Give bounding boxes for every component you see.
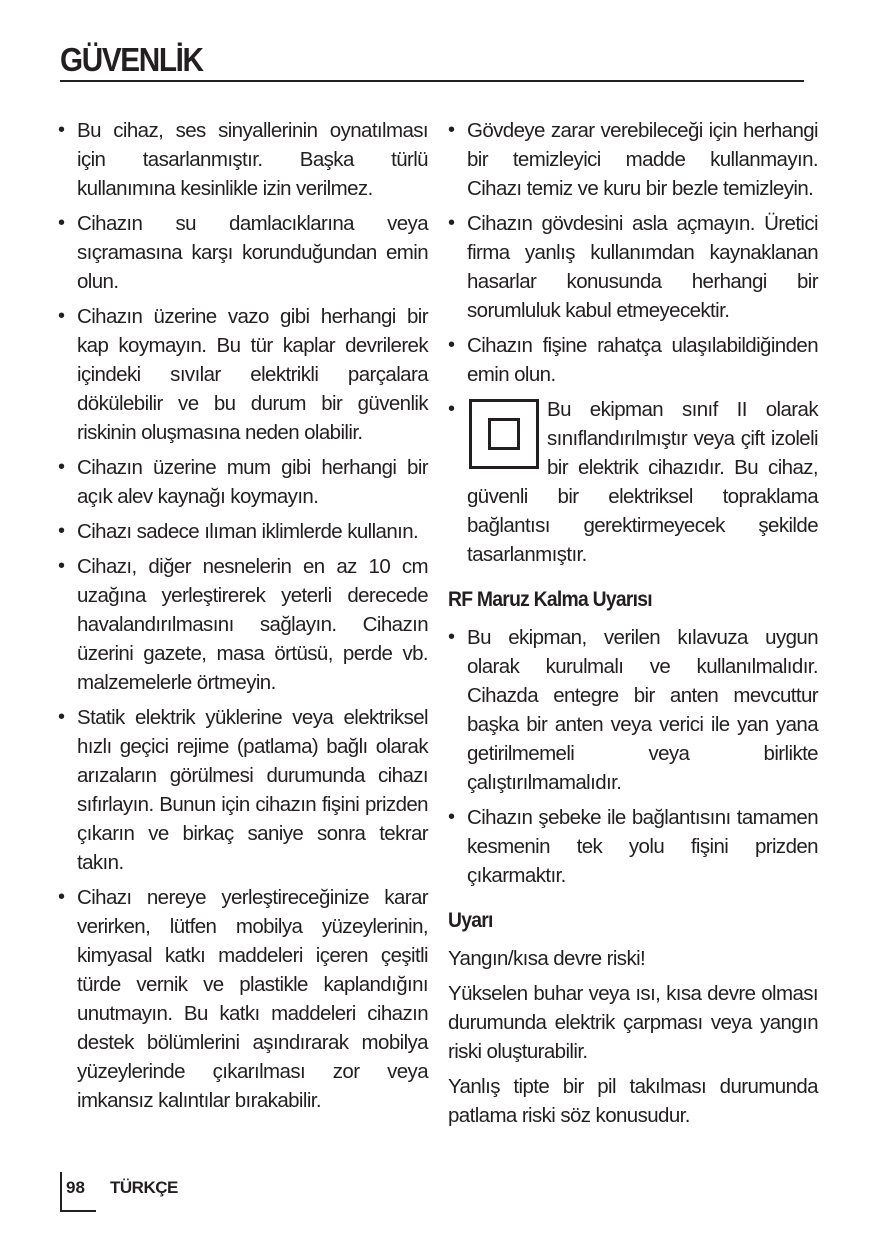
list-item: [56, 453, 428, 511]
warning-paragraph: Yanlış tipte bir pil takılması durumunda patlama riski söz konusudur.: [448, 1075, 818, 1127]
right-column: [446, 116, 818, 1136]
bullet-icon: •: [448, 212, 455, 234]
bullet-icon: •: [448, 806, 455, 828]
list-item-text: Cihazın üzerine vazo gibi herhangi bir kap koymayın. Bu tür kaplar devrilerek içindeki sıvılar elektrikli parçalara dökülebilir ve bu durum bir güvenlik riskinin oluşmasına neden olabilir.: [77, 305, 428, 444]
language-label: TÜRKÇE: [110, 1178, 178, 1197]
list-item-text: Cihazı sadece ılıman iklimlerde kullanın.: [77, 520, 419, 543]
list-item: [446, 209, 818, 325]
page-number: 98: [66, 1178, 85, 1197]
class-ii-double-insulation-icon: [469, 399, 539, 469]
safety-list-left: [56, 116, 428, 1115]
left-column: [56, 116, 428, 1121]
bullet-icon: •: [448, 626, 455, 648]
bullet-icon: •: [58, 305, 65, 327]
list-item: [56, 302, 428, 447]
rf-exposure-heading: RF Maruz Kalma Uyarısı: [448, 588, 652, 611]
list-item-text: Cihazı, diğer nesnelerin en az 10 cm uzağına yerleştirerek yeterli derecede havalandırılmasını sağlayın. Cihazın üzerini gazete, masa örtüsü, perde vb. malzemelerle örtmeyin.: [77, 555, 428, 694]
list-item: [446, 623, 818, 797]
safety-list-right: [446, 116, 818, 569]
list-item-text: Cihazın gövdesini asla açmayın. Üretici firma yanlış kullanımdan kaynaklanan hasarlar konusunda herhangi bir sorumluluk kabul etmeyecektir.: [467, 212, 818, 322]
list-item: [56, 116, 428, 203]
bullet-icon: •: [448, 334, 455, 356]
list-item-text: Cihazın fişine rahatça ulaşılabildiğinden emin olun.: [467, 334, 818, 386]
bullet-icon: •: [58, 456, 65, 478]
list-item-text: Cihazın üzerine mum gibi herhangi bir açık alev kaynağı koymayın.: [77, 456, 428, 508]
list-item: [446, 803, 818, 890]
list-item: [446, 331, 818, 389]
list-item: [56, 552, 428, 697]
class-ii-inner-square: [488, 418, 520, 450]
bullet-icon: •: [58, 119, 65, 141]
list-item-text: Cihazın su damlacıklarına veya sıçramasına karşı korunduğundan emin olun.: [77, 212, 428, 293]
list-item-text: Cihazın şebeke ile bağlantısını tamamen kesmenin tek yolu fişini prizden çıkarmaktır.: [467, 806, 818, 887]
list-item-class2: [446, 395, 818, 569]
list-item: [446, 116, 818, 203]
list-item-text: Gövdeye zarar verebileceği için herhangi bir temizleyici madde kullanmayın. Cihazı temiz ve kuru bir bezle temizleyin.: [467, 119, 818, 200]
class2-text: Bu ekipman sınıf II olarak sınıflandırılmıştır veya çift izoleli bir elektrik cihazıdır. Bu cihaz, güvenli bir elektriksel topraklama bağlantısı gerektirmeyecek şekilde tasarlanmıştır.: [467, 398, 818, 566]
bullet-icon: •: [448, 398, 455, 420]
list-item-text: Bu ekipman, verilen kılavuza uygun olarak kurulmalı ve kullanılmalıdır. Cihazda entegre bir anten mevcuttur başka bir anten veya verici ile yan yana getirilmemeli veya birlikte çalıştırılmamalıdır.: [467, 626, 818, 794]
page-title: GÜVENLİK: [60, 41, 203, 78]
list-item: [56, 883, 428, 1115]
list-item-text: Statik elektrik yüklerine veya elektriksel hızlı geçici rejime (patlama) bağlı olarak arızaların görülmesi durumunda cihazı sıfırlayın. Bunun için cihazın fişini prizden çıkarın ve birkaç saniye sonra tekrar takın.: [77, 706, 428, 874]
list-item: [56, 703, 428, 877]
warning-heading: Uyarı: [448, 909, 493, 932]
warning-paragraph: Yükselen buhar veya ısı, kısa devre olması durumunda elektrik çarpması veya yangın riski oluşturabilir.: [448, 982, 818, 1063]
list-item: [56, 209, 428, 296]
list-item-text: Bu cihaz, ses sinyallerinin oynatılması için tasarlanmıştır. Başka türlü kullanımına kesinlikle izin verilmez.: [77, 119, 428, 200]
bullet-icon: •: [58, 520, 65, 542]
bullet-icon: •: [58, 212, 65, 234]
list-item: [56, 517, 428, 546]
warning-paragraph: Yangın/kısa devre riski!: [448, 947, 646, 970]
bullet-icon: •: [58, 886, 65, 908]
bullet-icon: •: [448, 119, 455, 141]
list-item-text: Cihazı nereye yerleştireceğinize karar verirken, lütfen mobilya yüzeylerinin, kimyasal katkı maddeleri içeren çeşitli türde vernik ve plastikle kaplandığını unutmayın. Bu katkı maddeleri cihazın destek bölümlerini aşındırarak mobilya yüzeylerinde çıkarılması zor veya imkansız kalıntılar bırakabilir.: [77, 886, 428, 1112]
bullet-icon: •: [58, 555, 65, 577]
page-header: [60, 40, 804, 82]
bullet-icon: •: [58, 706, 65, 728]
rf-exposure-list: [446, 623, 818, 890]
